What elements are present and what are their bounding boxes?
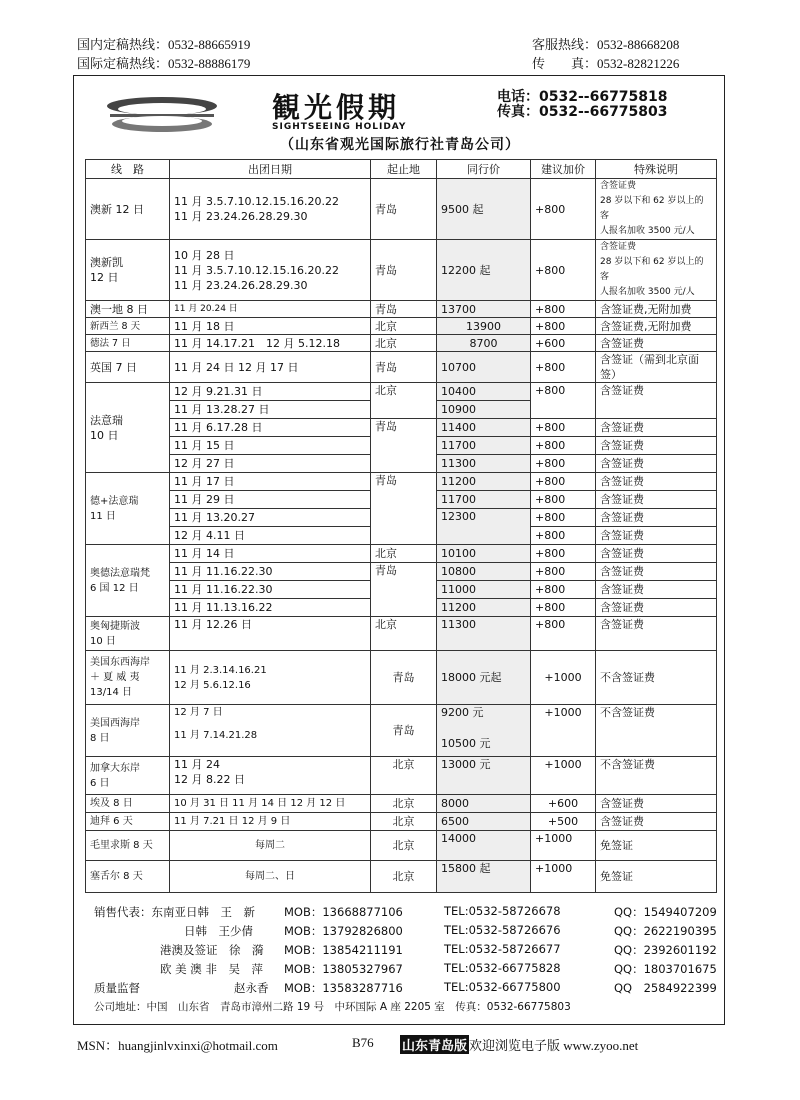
note-line: 人报名加收 3500 元/人 <box>600 226 695 236</box>
markup-cell: +800 <box>531 301 596 318</box>
sales-rep: 赵永香 <box>234 981 269 995</box>
sales-row <box>94 904 717 923</box>
markup-cell: +800 <box>531 509 596 527</box>
route-cell: 英国 7 日 <box>86 352 170 383</box>
city-cell: 北京 <box>371 545 437 563</box>
notes-cell: 免签证 <box>596 861 717 893</box>
dates-cell: 11 月 11.13.16.22 <box>170 599 371 617</box>
table-row <box>86 617 717 651</box>
sales-tel: TEL:0532-58726678 <box>444 904 561 918</box>
dates-cell: 10 月 31 日 11 月 14 日 12 月 12 日 <box>170 795 371 813</box>
route-line: 12 日 <box>90 271 119 284</box>
ad-fax: 传真：0532--66775803 <box>497 104 668 120</box>
notes-cell: 含签证费 <box>596 527 717 545</box>
price-cell: 11300 <box>437 455 531 473</box>
col-markup: 建议加价 <box>531 160 596 179</box>
notes-cell: 含签证费 <box>596 335 717 352</box>
city-cell: 青岛 <box>371 179 437 240</box>
dates-cell: 11 月 12.26 日 <box>170 617 371 651</box>
route-line: 8 日 <box>90 732 110 744</box>
city-cell: 北京 <box>371 318 437 335</box>
price-cell: 13700 <box>437 301 531 318</box>
markup-cell: +800 <box>531 352 596 383</box>
route-line: 6 国 12 日 <box>90 582 139 594</box>
brand-name-en: SIGHTSEEING HOLIDAY <box>272 122 407 132</box>
price-cell: 12200 起 <box>437 240 531 301</box>
dates-line: 11 月 24 <box>174 758 220 771</box>
notes-cell <box>596 179 717 240</box>
city-cell: 青岛 <box>371 563 437 617</box>
notes-cell: 含签证费 <box>596 419 717 437</box>
markup-cell: +800 <box>531 179 596 240</box>
price-cell: 18000 元起 <box>437 651 531 705</box>
notes-cell: 不含签证费 <box>596 705 717 757</box>
note-line: 28 岁以下和 62 岁以上的客 <box>600 257 704 282</box>
page-number: B76 <box>352 1035 374 1050</box>
price-cell: 11200 <box>437 473 531 491</box>
note-line: 签） <box>600 368 622 381</box>
company-name: （山东省观光国际旅行社青岛公司） <box>280 137 520 153</box>
table-header <box>86 160 717 179</box>
dates-line: 12 月 8.22 日 <box>174 773 245 786</box>
price-cell: 11300 <box>437 617 531 651</box>
sales-row <box>94 923 717 942</box>
price-cell: 12300 <box>437 509 531 545</box>
price-cell: 11700 <box>437 491 531 509</box>
route-line: 美国西海岸 <box>90 717 140 729</box>
city-cell: 北京 <box>371 383 437 419</box>
price-line: 10500 元 <box>441 737 491 750</box>
table-row <box>86 545 717 563</box>
edition-badge: 山东青岛版 <box>400 1035 469 1054</box>
markup-cell: +600 <box>531 795 596 813</box>
sales-tel: TEL:0532-66775828 <box>444 961 561 975</box>
table-row <box>86 352 717 383</box>
markup-cell: +1000 <box>531 861 596 893</box>
sales-qq: QQ 2584922399 <box>614 981 717 995</box>
dates-cell: 11 月 6.17.28 日 <box>170 419 371 437</box>
markup-cell: +500 <box>531 813 596 831</box>
route-line: 10 日 <box>90 428 119 442</box>
price-cell: 13900 <box>437 318 531 335</box>
price-cell: 10900 <box>437 401 531 419</box>
price-cell: 9500 起 <box>437 179 531 240</box>
table-row <box>86 861 717 893</box>
dates-cell: 11 月 13.20.27 <box>170 509 371 527</box>
price-cell: 10400 <box>437 383 531 401</box>
table-row <box>86 795 717 813</box>
notes-cell: 含签证费 <box>596 795 717 813</box>
sightseeing-logo-icon <box>102 88 222 138</box>
sales-row <box>94 980 717 999</box>
city-cell: 北京 <box>371 831 437 861</box>
note-line: 含签证费 <box>600 181 637 191</box>
markup-cell: +1000 <box>531 651 596 705</box>
note-line: 28 岁以下和 62 岁以上的客 <box>600 196 704 221</box>
route-line: 奥德法意瑞梵 <box>90 567 150 579</box>
sales-tel: TEL:0532-58726677 <box>444 942 561 956</box>
dates-cell <box>170 651 371 705</box>
route-line: 11 日 <box>90 510 116 522</box>
table-row <box>86 240 717 301</box>
table-row <box>86 831 717 861</box>
notes-cell: 含签证费 <box>596 455 717 473</box>
markup-cell: +800 <box>531 455 596 473</box>
sales-rep: 销售代表：东南亚日韩 王 新 <box>94 905 255 919</box>
notes-cell: 含签证费 <box>596 473 717 491</box>
notes-cell <box>596 352 717 383</box>
price-cell <box>437 705 531 757</box>
city-cell: 青岛 <box>371 419 437 473</box>
markup-cell: +800 <box>531 240 596 301</box>
sales-rep: 欧 美 澳 非 吴 萍 <box>160 962 263 976</box>
sales-row <box>94 942 717 961</box>
sales-mobile: MOB：13854211191 <box>284 943 403 957</box>
dates-cell: 11 月 11.16.22.30 <box>170 563 371 581</box>
notes-cell: 含签证费 <box>596 581 717 599</box>
route-line: 13/14 日 <box>90 687 132 698</box>
route-cell <box>86 240 170 301</box>
markup-cell: +800 <box>531 318 596 335</box>
col-notes: 特殊说明 <box>596 160 717 179</box>
price-cell: 11400 <box>437 419 531 437</box>
dates-line: 11 月 23.24.26.28.29.30 <box>174 210 308 223</box>
price-cell: 10100 <box>437 545 531 563</box>
dates-cell: 11 月 13.28.27 日 <box>170 401 371 419</box>
table-row <box>86 335 717 352</box>
city-cell: 北京 <box>371 617 437 651</box>
city-cell: 北京 <box>371 795 437 813</box>
sales-qq: QQ：1803701675 <box>614 962 717 976</box>
route-cell: 埃及 8 日 <box>86 795 170 813</box>
sales-rep-title: 质量监督 <box>94 981 140 995</box>
route-cell: 澳新 12 日 <box>86 179 170 240</box>
route-cell <box>86 473 170 545</box>
markup-cell: +800 <box>531 473 596 491</box>
markup-cell: +800 <box>531 599 596 617</box>
msn-contact: MSN：huangjinlvxinxi@hotmail.com <box>77 1038 278 1053</box>
table-row <box>86 473 717 491</box>
sales-contacts <box>94 904 717 1018</box>
route-cell <box>86 651 170 705</box>
price-line: 9200 元 <box>441 706 484 719</box>
route-line: 奥匈捷斯波 <box>90 620 140 632</box>
dates-cell: 每周二 <box>170 831 371 861</box>
notes-cell: 不含签证费 <box>596 757 717 795</box>
dates-cell: 11 月 7.21 日 12 月 9 日 <box>170 813 371 831</box>
sales-mobile: MOB：13583287716 <box>284 981 403 995</box>
dates-cell: 12 月 27 日 <box>170 455 371 473</box>
route-cell: 迪拜 6 天 <box>86 813 170 831</box>
promo-text: 欢迎浏览电子版 www.zyoo.net <box>469 1038 639 1053</box>
dates-cell: 11 月 11.16.22.30 <box>170 581 371 599</box>
dates-cell: 11 月 29 日 <box>170 491 371 509</box>
price-cell: 11000 <box>437 581 531 599</box>
notes-cell: 含签证费 <box>596 383 717 419</box>
city-cell: 北京 <box>371 335 437 352</box>
sales-rep: 日韩 王少倩 <box>184 924 253 938</box>
table-row <box>86 651 717 705</box>
notes-cell: 免签证 <box>596 831 717 861</box>
markup-cell: +1000 <box>531 757 596 795</box>
route-line: 6 日 <box>90 777 110 789</box>
intl-hotline: 国际定稿热线：0532-88886179 <box>77 56 251 71</box>
col-route: 线 路 <box>86 160 170 179</box>
route-cell: 德法 7 日 <box>86 335 170 352</box>
sales-tel: TEL:0532-66775800 <box>444 980 561 994</box>
markup-cell: +800 <box>531 419 596 437</box>
company-address: 公司地址：中国 山东省 青岛市漳州二路 19 号 中环国际 A 座 2205 室 传真：0532-66775803 <box>94 1001 571 1013</box>
route-line: 10 日 <box>90 635 116 647</box>
route-cell: 新西兰 8 天 <box>86 318 170 335</box>
notes-cell: 含签证费 <box>596 509 717 527</box>
sales-qq: QQ：2392601192 <box>614 943 717 957</box>
markup-cell: +1000 <box>531 831 596 861</box>
markup-cell: +1000 <box>531 705 596 757</box>
ad-header <box>102 84 702 154</box>
dates-line: 11 月 3.5.7.10.12.15.16.20.22 <box>174 195 339 208</box>
price-cell: 8700 <box>437 335 531 352</box>
dates-cell: 11 月 14 日 <box>170 545 371 563</box>
notes-cell: 含签证费 <box>596 813 717 831</box>
sales-mobile: MOB：13805327967 <box>284 962 403 976</box>
route-line: ＋ 夏 威 夷 <box>90 672 140 683</box>
service-hotline: 客服热线：0532-88668208 <box>532 37 680 52</box>
notes-cell: 含签证费 <box>596 491 717 509</box>
fax-line: 传 真：0532-82821226 <box>532 56 680 71</box>
city-cell: 北京 <box>371 861 437 893</box>
dates-cell: 12 月 9.21.31 日 <box>170 383 371 401</box>
advertisement-frame <box>73 75 725 1025</box>
dates-cell: 12 月 4.11 日 <box>170 527 371 545</box>
city-cell: 青岛 <box>371 651 437 705</box>
markup-cell: +800 <box>531 491 596 509</box>
notes-cell: 含签证费 <box>596 437 717 455</box>
markup-cell: +800 <box>531 545 596 563</box>
markup-cell: +800 <box>531 563 596 581</box>
col-price: 同行价 <box>437 160 531 179</box>
markup-cell: +800 <box>531 617 596 651</box>
dates-line: 11 月 3.5.7.10.12.15.16.20.22 <box>174 263 339 277</box>
markup-cell: +800 <box>531 383 596 419</box>
city-cell: 青岛 <box>371 301 437 318</box>
dates-line: 10 月 28 日 <box>174 248 235 262</box>
notes-cell: 含签证费 <box>596 617 717 651</box>
table-row <box>86 813 717 831</box>
ad-phone: 电话：0532--66775818 <box>497 89 668 105</box>
address-row <box>94 999 714 1018</box>
price-cell: 8000 <box>437 795 531 813</box>
sales-rep: 港澳及签证 徐 漪 <box>160 943 264 957</box>
dates-cell: 11 月 14.17.21 12 月 5.12.18 <box>170 335 371 352</box>
brand-name-cn: 観光假期 <box>272 91 401 124</box>
table-row <box>86 301 717 318</box>
price-cell: 10700 <box>437 352 531 383</box>
table-row <box>86 419 717 437</box>
dates-cell: 11 月 18 日 <box>170 318 371 335</box>
price-cell: 14000 <box>437 831 531 861</box>
notes-cell: 含签证费 <box>596 599 717 617</box>
route-cell: 塞舌尔 8 天 <box>86 861 170 893</box>
price-cell: 13000 元 <box>437 757 531 795</box>
note-line: 含签证费 <box>600 242 637 252</box>
dates-cell: 11 月 24 日 12 月 17 日 <box>170 352 371 383</box>
ad-contact <box>497 90 668 120</box>
table-row <box>86 179 717 240</box>
sales-qq: QQ：1549407209 <box>614 905 717 919</box>
city-cell: 青岛 <box>371 473 437 545</box>
table-row <box>86 383 717 401</box>
sales-mobile: MOB：13792826800 <box>284 924 403 938</box>
note-line: 人报名加收 3500 元/人 <box>600 287 695 297</box>
markup-cell: +800 <box>531 581 596 599</box>
dates-cell: 每周二、日 <box>170 861 371 893</box>
dates-line: 12 月 7 日 <box>174 707 223 718</box>
table-row <box>86 318 717 335</box>
route-cell <box>86 545 170 617</box>
dates-cell <box>170 240 371 301</box>
notes-cell: 含签证费 <box>596 545 717 563</box>
table-row <box>86 757 717 795</box>
notes-cell <box>596 240 717 301</box>
route-line: 澳新凯 <box>90 256 123 269</box>
city-cell: 北京 <box>371 813 437 831</box>
tour-table <box>85 159 717 893</box>
dates-cell: 11 月 20.24 日 <box>170 301 371 318</box>
markup-cell: +800 <box>531 437 596 455</box>
price-cell: 10800 <box>437 563 531 581</box>
route-cell <box>86 705 170 757</box>
markup-cell: +800 <box>531 527 596 545</box>
notes-cell: 含签证费,无附加费 <box>596 318 717 335</box>
city-cell: 北京 <box>371 757 437 795</box>
price-cell: 6500 <box>437 813 531 831</box>
dates-line: 11 月 2.3.14.16.21 <box>174 664 267 676</box>
route-line: 美国东西海岸 <box>90 657 150 668</box>
price-cell: 11700 <box>437 437 531 455</box>
city-cell: 青岛 <box>371 240 437 301</box>
dates-line: 11 月 23.24.26.28.29.30 <box>174 278 308 292</box>
col-dates: 出团日期 <box>170 160 371 179</box>
table-row <box>86 705 717 757</box>
dates-line: 11 月 7.14.21.28 <box>174 730 258 741</box>
dates-cell <box>170 705 371 757</box>
markup-cell: +600 <box>531 335 596 352</box>
city-cell: 青岛 <box>371 705 437 757</box>
route-line: 德+法意瑞 <box>90 495 139 507</box>
dates-cell <box>170 179 371 240</box>
route-cell <box>86 757 170 795</box>
route-cell: 澳一地 8 日 <box>86 301 170 318</box>
dates-cell: 11 月 15 日 <box>170 437 371 455</box>
domestic-hotline: 国内定稿热线：0532-88665919 <box>77 37 251 52</box>
footer-promo <box>400 1035 638 1054</box>
dates-line: 12 月 5.6.12.16 <box>174 679 251 691</box>
dates-cell <box>170 757 371 795</box>
route-cell <box>86 617 170 651</box>
route-line: 加拿大东岸 <box>90 762 140 774</box>
city-cell: 青岛 <box>371 352 437 383</box>
sales-qq: QQ：2622190395 <box>614 924 717 938</box>
col-city: 起止地 <box>371 160 437 179</box>
notes-cell: 含签证费,无附加费 <box>596 301 717 318</box>
notes-cell: 含签证费 <box>596 563 717 581</box>
table-row <box>86 563 717 581</box>
route-cell: 毛里求斯 8 天 <box>86 831 170 861</box>
route-line: 法意瑞 <box>90 413 123 427</box>
route-cell <box>86 383 170 473</box>
note-line: 含签证（需到北京面 <box>600 353 699 366</box>
notes-cell: 不含签证费 <box>596 651 717 705</box>
dates-cell: 11 月 17 日 <box>170 473 371 491</box>
price-cell: 15800 起 <box>437 861 531 893</box>
sales-mobile: MOB：13668877106 <box>284 905 403 919</box>
sales-tel: TEL:0532-58726676 <box>444 923 561 937</box>
sales-row <box>94 961 717 980</box>
price-cell: 11200 <box>437 599 531 617</box>
